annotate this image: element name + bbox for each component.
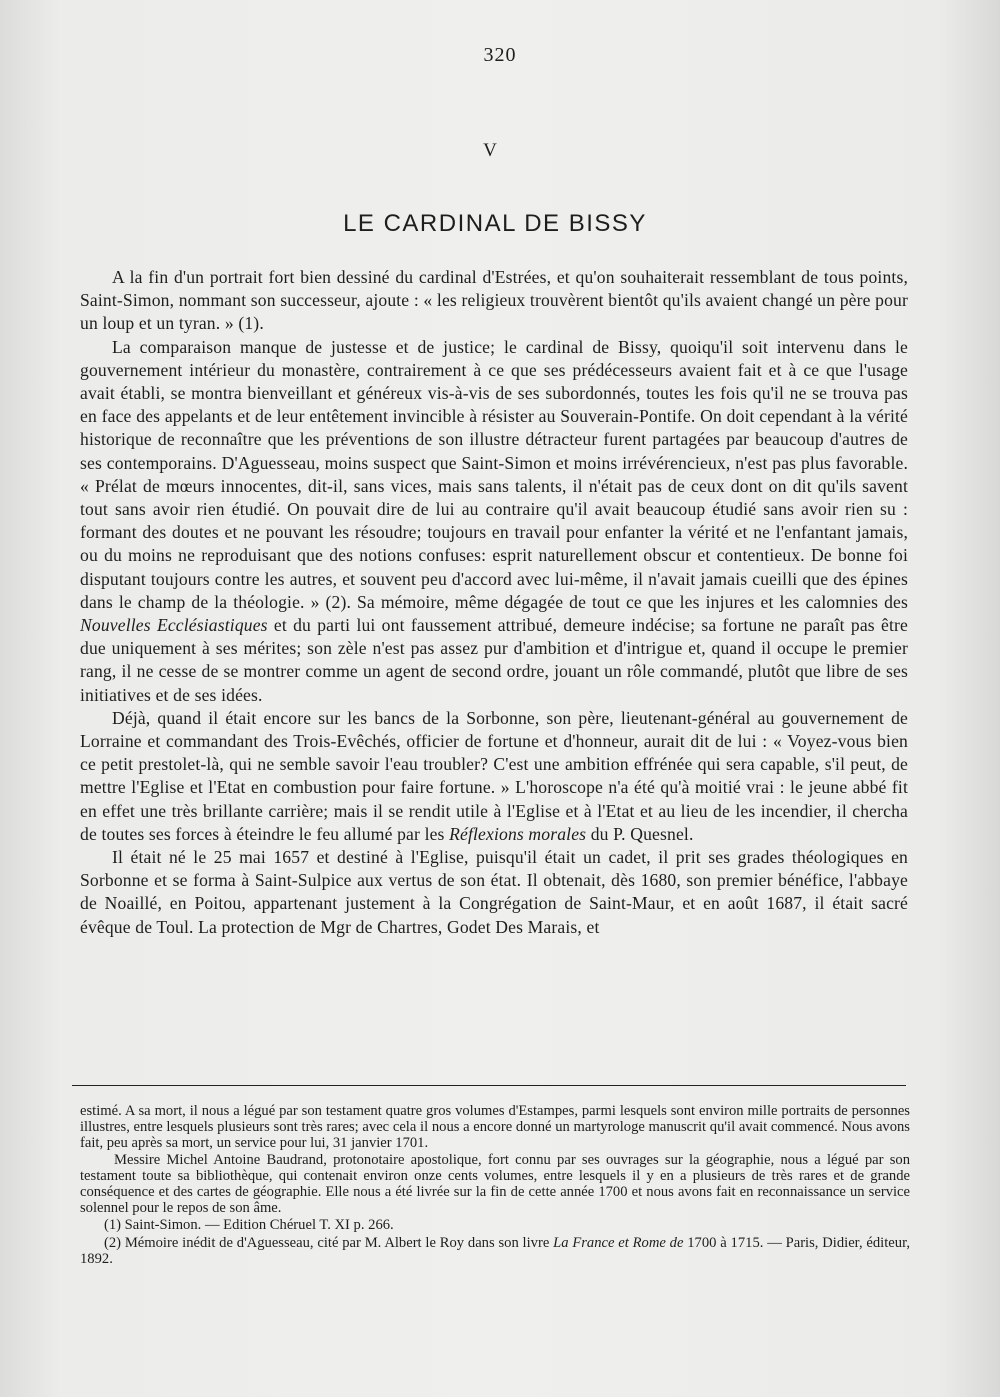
footnote-baudrand: Messire Michel Antoine Baudrand, protonotaire apostolique, fort connu par ses ouvrages sur la géographie, nous a légué par son testament toute sa bibliothèque, qui contenait environ onze cents volumes, entre lesquels il y en a plusieurs de très rares et de grande conséquence et des cartes de géographie. Elle nous a été livrée sur la fin de cette année 1700 et nous avons fait en reconnaissance un service solennel pour le repos de son âme. [80, 1151, 910, 1217]
footnote-2-text-a: (2) Mémoire inédit de d'Aguesseau, cité par M. Albert le Roy dans son livre [104, 1234, 554, 1251]
paragraph-2-text-a: La comparaison manque de justesse et de justice; le cardinal de Bissy, quoiqu'il soit intervenu dans le gouvernement intérieur du monastère, contrairement à ce que ses prédécesseurs avaient fait et à ce que l'usage avait établi, se montra bienveillant et généreux vis-à-vis de ses subordonnés, toutes les fois qu'il ne se trouva pas en face des appelants et de leur entêtement invincible à résister au Souverain-Pontife. On doit cependant à la vérité historique de reconnaître que les préventions de son illustre détracteur furent partagées par beaucoup d'autres de ses contemporains. D'Aguesseau, moins suspect que Saint-Simon et moins irrévérencieux, n'est pas plus favorable. « Prélat de mœurs innocentes, dit-il, sans vices, mais sans talents, il n'était pas de ceux dont on dit qu'ils savent tout sans avoir rien étudié. On pouvait dire de lui au contraire qu'il avait beaucoup étudié sans avoir rien su : formant des doutes et ne pouvant les résoudre; toujours en travail pour enfanter la vérité et ne l'enfantant jamais, ou du moins ne reproduisant que des notions confuses: esprit naturellement obscur et contentieux. De bonne foi disputant toujours contre les autres, et souvent peu d'accord avec lui-même, il n'avait jamais cueilli que des épines dans le champ de la théologie. » (2). Sa mémoire, même dégagée de tout ce que les injures et les calomnies des [80, 336, 908, 612]
footnote-continuation: estimé. A sa mort, il nous a légué par son testament quatre gros volumes d'Estampes, parmi lesquels sont environ mille portraits de personnes illustres, entre lesquels plusieurs sont très rares; avec cela il nous a encore donné un martyrologe manuscrit qu'il avait commencé. Nous avons fait, peu après sa mort, un service pour lui, 31 janvier 1701. [80, 1103, 910, 1152]
footnote-2 [80, 1235, 910, 1267]
paragraph-3-italic: Réflexions morales [449, 823, 587, 844]
paragraph-4: Il était né le 25 mai 1657 et destiné à l'Eglise, puisqu'il était un cadet, il prit ses grades théologiques en Sorbonne et se forma à Saint-Sulpice aux vertus de son état. Il obtenait, dès 1680, son premier bénéfice, l'abbaye de Noaillé, en Poitou, appartenant justement à la Congrégation de Saint-Maur, et en août 1687, il était sacré évêque de Toul. La protection de Mgr de Chartres, Godet Des Marais, et [80, 847, 908, 937]
page-number: 320 [483, 44, 517, 66]
paragraph-3 [80, 707, 908, 846]
paragraph-1: A la fin d'un portrait fort bien dessiné du cardinal d'Estrées, et qu'on souhaiterait ressemblant de tous points, Saint-Simon, nommant son successeur, ajoute : « les religieux trouvèrent bientôt qu'ils avaient changé un père pour un loup et un tyran. » (1). [80, 267, 908, 334]
footnote-2-text-b: 1700 à 1715. — Paris, Didier, éditeur, 1892. [80, 1234, 910, 1267]
paragraph-2-text-b: et du parti lui ont faussement attribué, demeure indécise; sa fortune ne paraît pas être due uniquement à ses mérites; son zèle n'est pas assez pur d'ambition et d'intrigue et, quand il occupe le premier rang, il ne cesse de se montrer comme un agent de second ordre, jouant un rôle commandé, plutôt que libre de ses initiatives et de ses idées. [80, 615, 908, 705]
paragraph-3-text-b: du P. Quesnel. [586, 823, 694, 844]
section-numeral: V [483, 140, 497, 161]
main-text [80, 266, 908, 939]
paragraph-2 [80, 336, 908, 707]
footnote-divider [72, 1085, 906, 1086]
footnotes [80, 1103, 910, 1267]
paragraph-2-italic: Nouvelles Ecclésiastiques [80, 615, 268, 636]
footnote-1: (1) Saint-Simon. — Edition Chéruel T. XI p. 266. [104, 1217, 394, 1234]
footnote-2-italic: La France et Rome de [553, 1234, 684, 1251]
paragraph-3-text-a: Déjà, quand il était encore sur les bancs de la Sorbonne, son père, lieutenant-général au gouvernement de Lorraine et commandant des Trois-Evêchés, officier de fortune et d'honneur, aurait dit de lui : « Voyez-vous bien ce petit prestolet-là, qui ne semble savoir l'eau troubler? C'est une ambition effrénée qui sera capable, s'il peut, de mettre l'Eglise et l'Etat en combustion pour faire fortune. » L'horoscope n'a été qu'à moitié vrai : le jeune abbé fit en effet une très brillante carrière; mais il se rendit utile à l'Eglise et à l'Etat et au lieu de les incendier, il chercha de toutes ses forces à éteindre le feu allumé par les [80, 707, 908, 844]
chapter-title: LE CARDINAL DE BISSY [343, 210, 647, 237]
